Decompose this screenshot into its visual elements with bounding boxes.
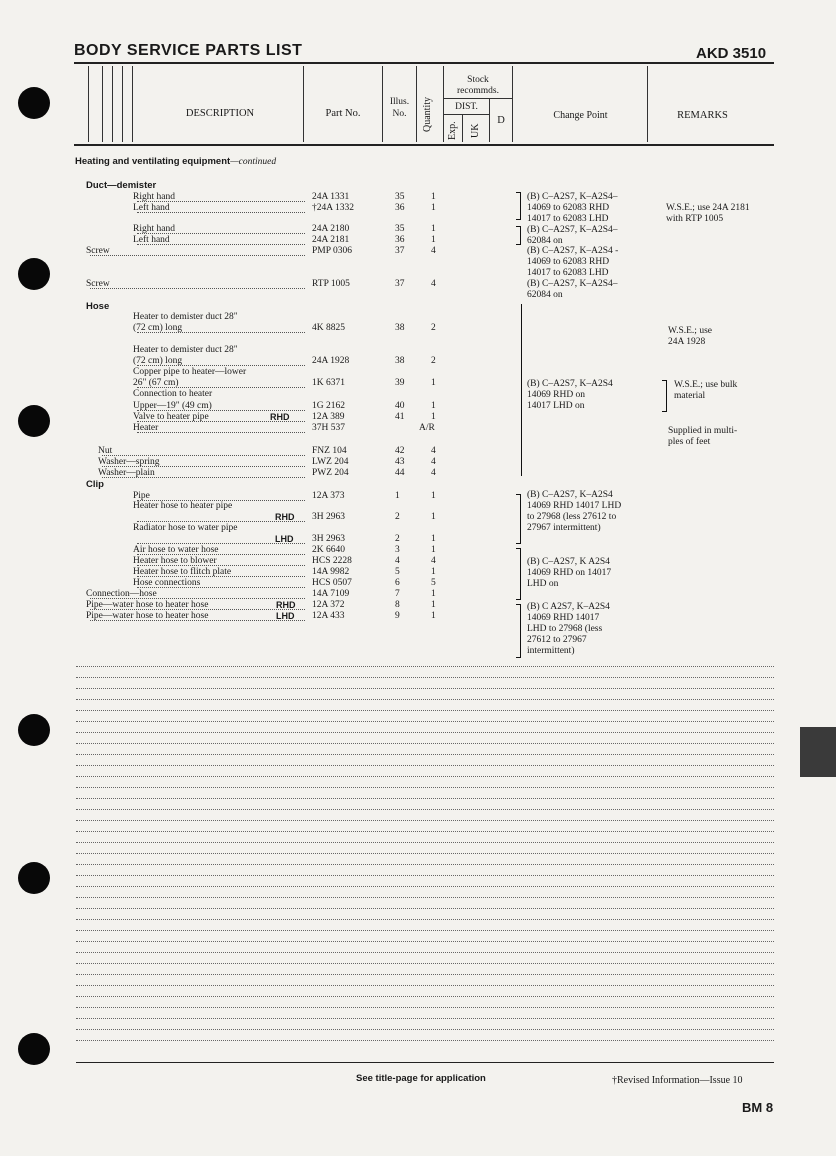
leader-dots	[137, 432, 305, 433]
blank-rule-line	[76, 776, 774, 777]
change-point-line: 14069 RHD on 14017	[527, 568, 612, 578]
item-description: 26" (67 cm)	[133, 378, 179, 388]
part-number: 12A 433	[312, 611, 345, 621]
blank-rule-line	[76, 952, 774, 953]
item-description: (72 cm) long	[133, 356, 183, 366]
change-point-line: 14069 RHD 14017	[527, 613, 600, 623]
part-number: HCS 2228	[312, 556, 352, 566]
group-hose: Hose	[86, 301, 110, 312]
col-divider	[303, 66, 304, 142]
change-point-line: (B) C–A2S7, K–A2S4–	[527, 279, 618, 289]
change-point-line: 62084 on	[527, 236, 563, 246]
blank-rule-line	[76, 743, 774, 744]
item-description: Radiator hose to water pipe	[133, 523, 238, 533]
part-number: 24A 2181	[312, 235, 350, 245]
remark-line: W.S.E.; use	[668, 326, 712, 336]
blank-rule-line	[76, 787, 774, 788]
binder-hole	[18, 87, 50, 119]
quantity: 1	[431, 545, 436, 555]
item-description: Heater to demister duct 28"	[133, 345, 238, 355]
change-point-line: 14069 to 62083 RHD	[527, 203, 610, 213]
illus-number: 35	[395, 192, 405, 202]
blank-rule-line	[76, 886, 774, 887]
item-description: Copper pipe to heater—lower	[133, 367, 247, 377]
brace	[516, 604, 521, 658]
col-change-point: Change Point	[553, 110, 608, 121]
blank-rule-line	[76, 820, 774, 821]
part-number: LWZ 204	[312, 457, 349, 467]
change-point-line: (B) C–A2S7, K–A2S4	[527, 379, 613, 389]
illus-number: 40	[395, 401, 405, 411]
blank-rule-line	[76, 919, 774, 920]
remark-line: ples of feet	[668, 437, 711, 447]
item-description: Air hose to water hose	[133, 545, 219, 555]
remark-line: W.S.E.; use bulk	[674, 380, 738, 390]
illus-number: 41	[395, 412, 405, 422]
change-point-line: 27967 intermittent)	[527, 523, 601, 533]
dist-divider	[443, 114, 489, 115]
illus-number: 43	[395, 457, 405, 467]
change-point-line: LHD on	[527, 579, 559, 589]
item-description: Heater to demister duct 28"	[133, 312, 238, 322]
binder-hole	[18, 714, 50, 746]
illus-number: 7	[395, 589, 400, 599]
illus-number: 37	[395, 246, 405, 256]
item-description: Pipe—water hose to heater hose	[86, 611, 209, 621]
change-point-line: (B) C–A2S7, K–A2S4–	[527, 192, 618, 202]
change-point-line: 14017 LHD on	[527, 401, 585, 411]
item-description: Connection—hose	[86, 589, 157, 599]
item-description: Heater hose to blower	[133, 556, 217, 566]
illus-number: 42	[395, 446, 405, 456]
change-point-line: intermittent)	[527, 646, 575, 656]
illus-number: 6	[395, 578, 400, 588]
change-point-line: (B) C–A2S7, K–A2S4–	[527, 225, 618, 235]
part-number: 37H 537	[312, 423, 345, 433]
blank-rule-line	[76, 1007, 774, 1008]
col-divider	[88, 66, 89, 142]
change-point-line: 27612 to 27967	[527, 635, 587, 645]
footer-rule	[76, 1062, 774, 1063]
illus-number: 3	[395, 545, 400, 555]
blank-rule-line	[76, 974, 774, 975]
item-description: Washer—spring	[98, 457, 160, 467]
part-number: RTP 1005	[312, 279, 350, 289]
brace	[516, 192, 521, 220]
item-description: Valve to heater pipe	[133, 412, 209, 422]
quantity: 4	[431, 556, 436, 566]
quantity: 1	[431, 600, 436, 610]
blank-rule-line	[76, 710, 774, 711]
blank-rule-line	[76, 754, 774, 755]
remark-line: with RTP 1005	[666, 214, 724, 224]
item-description: Right hand	[133, 192, 175, 202]
stock-divider	[443, 98, 512, 99]
quantity: 4	[431, 279, 436, 289]
quantity: 1	[431, 192, 436, 202]
remark-line: Supplied in multi-	[668, 426, 738, 436]
change-point-line: 14017 to 62083 LHD	[527, 214, 609, 224]
col-divider	[416, 66, 417, 142]
blank-rule-line	[76, 809, 774, 810]
blank-rule-line	[76, 875, 774, 876]
quantity: 4	[431, 446, 436, 456]
illus-number: 4	[395, 556, 400, 566]
hand-drive-tag: LHD	[276, 611, 295, 621]
illus-number: 9	[395, 611, 400, 621]
illus-number: 35	[395, 224, 405, 234]
illus-number: 2	[395, 512, 400, 522]
col-divider	[122, 66, 123, 142]
blank-rule-line	[76, 941, 774, 942]
blank-rule-line	[76, 798, 774, 799]
page-title: BODY SERVICE PARTS LIST	[74, 42, 303, 59]
col-exp: Exp.	[447, 121, 458, 140]
blank-rule-line	[76, 930, 774, 931]
change-point-line: (B) C A2S7, K–A2S4	[527, 602, 610, 612]
quantity: 1	[431, 235, 436, 245]
brace	[516, 548, 521, 600]
application-note: See title-page for application	[356, 1073, 486, 1084]
item-description: Upper—19" (49 cm)	[133, 401, 212, 411]
page-number: BM 8	[742, 1100, 774, 1115]
remark-line: material	[674, 391, 706, 401]
document-code: AKD 3510	[696, 45, 767, 62]
header-rule-top	[74, 62, 774, 64]
illus-number: 1	[395, 491, 400, 501]
blank-rule-line	[76, 842, 774, 843]
binder-hole	[18, 862, 50, 894]
brace	[516, 226, 521, 245]
part-number: 1G 2162	[312, 401, 345, 411]
part-number: 24A 1331	[312, 192, 350, 202]
col-illus-2: No.	[392, 109, 407, 119]
quantity: 1	[431, 401, 436, 411]
item-description: Heater hose to flitch plate	[133, 567, 232, 577]
section-continued: —continued	[230, 157, 277, 167]
quantity: 1	[431, 203, 436, 213]
col-uk: UK	[470, 123, 481, 138]
illus-number: 38	[395, 323, 405, 333]
quantity: 1	[431, 512, 436, 522]
hand-drive-tag: RHD	[275, 512, 295, 522]
part-number: 14A 9982	[312, 567, 350, 577]
index-tab	[800, 727, 836, 777]
illus-number: 37	[395, 279, 405, 289]
part-number: 1K 6371	[312, 378, 345, 388]
change-point-line: to 27968 (less 27612 to	[527, 512, 617, 522]
col-remarks: REMARKS	[677, 110, 728, 121]
change-point-line: 14017 to 62083 LHD	[527, 268, 609, 278]
col-dist: DIST.	[455, 102, 478, 112]
col-description: DESCRIPTION	[185, 108, 255, 119]
header-rule-bottom	[74, 144, 774, 146]
leader-dots	[90, 288, 305, 289]
item-description: Pipe	[133, 491, 150, 501]
blank-rule-line	[76, 908, 774, 909]
illus-number: 39	[395, 378, 405, 388]
blank-rule-line	[76, 677, 774, 678]
blank-rule-line	[76, 732, 774, 733]
change-point-line: 14069 RHD 14017 LHD	[527, 501, 622, 511]
blank-rule-line	[76, 1040, 774, 1041]
item-description: (72 cm) long	[133, 323, 183, 333]
remark-line: 24A 1928	[668, 337, 706, 347]
part-number: †24A 1332	[312, 203, 354, 213]
leader-dots	[102, 455, 305, 456]
remark-line: W.S.E.; use 24A 2181	[666, 203, 750, 213]
col-divider	[512, 66, 513, 142]
item-description: Pipe—water hose to heater hose	[86, 600, 209, 610]
blank-rule-line	[76, 721, 774, 722]
part-number: 24A 1928	[312, 356, 350, 366]
change-point-line: 14069 to 62083 RHD	[527, 257, 610, 267]
item-description: Nut	[98, 446, 113, 456]
leader-dots	[90, 255, 305, 256]
revision-note: †Revised Information—Issue 10	[612, 1075, 743, 1086]
quantity: 4	[431, 246, 436, 256]
item-description: Washer—plain	[98, 468, 155, 478]
blank-rule-line	[76, 963, 774, 964]
part-number: 4K 8825	[312, 323, 345, 333]
quantity: 1	[431, 224, 436, 234]
blank-rule-line	[76, 985, 774, 986]
illus-number: 5	[395, 567, 400, 577]
blank-rule-line	[76, 1029, 774, 1030]
item-description: Right hand	[133, 224, 175, 234]
quantity: 5	[431, 578, 436, 588]
brace	[662, 380, 667, 412]
quantity: 1	[431, 611, 436, 621]
col-stock-2: recommds.	[457, 86, 499, 96]
section-title: Heating and ventilating equipment	[75, 156, 231, 167]
part-number: FNZ 104	[312, 446, 347, 456]
item-description: Hose connections	[133, 578, 201, 588]
col-quantity: Quantity	[422, 97, 433, 132]
quantity: A/R	[419, 423, 435, 433]
part-number: 14A 7109	[312, 589, 350, 599]
col-d: D	[497, 115, 505, 126]
brace	[516, 494, 521, 544]
part-number: HCS 0507	[312, 578, 352, 588]
illus-number: 2	[395, 534, 400, 544]
group-clip: Clip	[86, 479, 104, 490]
hose-bracket	[521, 304, 522, 476]
item-description: Heater hose to heater pipe	[133, 501, 233, 511]
item-description: Connection to heater	[133, 389, 213, 399]
quantity: 2	[431, 356, 436, 366]
hand-drive-tag: LHD	[275, 534, 294, 544]
part-number: 3H 2963	[312, 512, 345, 522]
col-part-no: Part No.	[325, 108, 361, 119]
part-number: 12A 389	[312, 412, 345, 422]
col-divider	[112, 66, 113, 142]
blank-rule-line	[76, 996, 774, 997]
quantity: 1	[431, 378, 436, 388]
quantity: 1	[431, 589, 436, 599]
change-point-line: (B) C–A2S7, K–A2S4	[527, 490, 613, 500]
illus-number: 36	[395, 203, 405, 213]
blank-rule-line	[76, 897, 774, 898]
blank-rule-line	[76, 666, 774, 667]
item-description: Screw	[86, 246, 110, 256]
quantity: 4	[431, 457, 436, 467]
part-number: 24A 2180	[312, 224, 350, 234]
blank-rule-line	[76, 864, 774, 865]
hand-drive-tag: RHD	[270, 412, 290, 422]
item-description: Heater	[133, 423, 159, 433]
quantity: 1	[431, 412, 436, 422]
part-number: 2K 6640	[312, 545, 345, 555]
change-point-line: (B) C–A2S7, K A2S4	[527, 557, 610, 567]
binder-hole	[18, 1033, 50, 1065]
blank-rule-line	[76, 853, 774, 854]
quantity: 2	[431, 323, 436, 333]
part-number: 12A 373	[312, 491, 345, 501]
col-divider	[462, 114, 463, 142]
change-point-line: LHD to 27968 (less	[527, 624, 603, 634]
illus-number: 36	[395, 235, 405, 245]
part-number: PWZ 204	[312, 468, 349, 478]
item-description: Screw	[86, 279, 110, 289]
part-number: 12A 372	[312, 600, 345, 610]
part-number: 3H 2963	[312, 534, 345, 544]
hand-drive-tag: RHD	[276, 600, 296, 610]
illus-number: 44	[395, 468, 405, 478]
change-point-line: 14069 RHD on	[527, 390, 586, 400]
item-description: Left hand	[133, 235, 170, 245]
change-point-line: (B) C–A2S7, K–A2S4 -	[527, 246, 619, 256]
blank-rule-line	[76, 831, 774, 832]
binder-hole	[18, 258, 50, 290]
binder-hole	[18, 405, 50, 437]
blank-rule-line	[76, 699, 774, 700]
blank-rule-line	[76, 688, 774, 689]
col-stock-1: Stock	[467, 75, 489, 85]
col-illus-1: Illus.	[389, 97, 410, 107]
quantity: 1	[431, 567, 436, 577]
item-description: Left hand	[133, 203, 170, 213]
part-number: PMP 0306	[312, 246, 353, 256]
section-heading	[75, 156, 276, 168]
quantity: 1	[431, 491, 436, 501]
illus-number: 8	[395, 600, 400, 610]
quantity: 1	[431, 534, 436, 544]
col-divider	[647, 66, 648, 142]
blank-rule-line	[76, 1018, 774, 1019]
illus-number: 38	[395, 356, 405, 366]
blank-rule-line	[76, 765, 774, 766]
group-duct: Duct—demister	[86, 180, 157, 191]
quantity: 4	[431, 468, 436, 478]
col-divider	[132, 66, 133, 142]
change-point-line: 62084 on	[527, 290, 563, 300]
col-divider	[102, 66, 103, 142]
